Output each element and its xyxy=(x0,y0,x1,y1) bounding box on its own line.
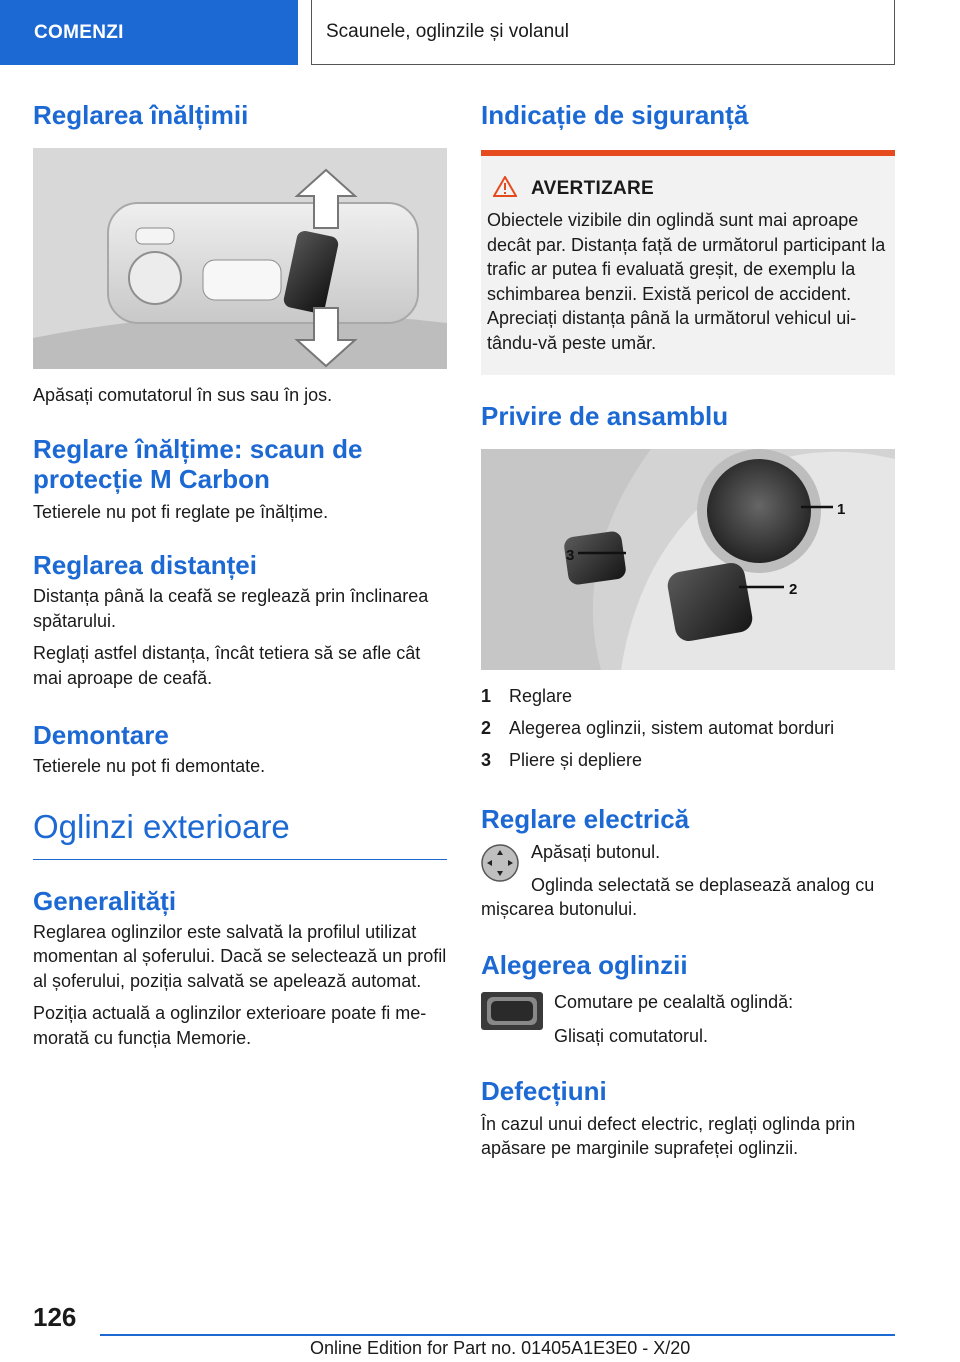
select-text-2: Glisați comutatorul. xyxy=(554,1026,709,1046)
legend-list xyxy=(481,680,895,776)
chapter-tab[interactable] xyxy=(0,0,298,65)
warning-box xyxy=(481,150,895,375)
heading-select-mirror: Alegerea oglinzii xyxy=(481,949,688,980)
legend-number: 3 xyxy=(481,750,492,770)
legend-number: 1 xyxy=(481,686,492,706)
heading-overview: Privire de ansamblu xyxy=(481,401,729,431)
callout-3: 3 xyxy=(566,547,575,564)
heading-electric: Reglare electrică xyxy=(481,804,690,834)
warning-triangle-icon xyxy=(493,176,517,202)
electric-section xyxy=(481,840,895,922)
legend-item xyxy=(481,744,895,776)
footer-divider xyxy=(100,1334,895,1336)
section-header xyxy=(311,0,895,65)
heading-faults: Defecțiuni xyxy=(481,1075,607,1106)
legend-item xyxy=(481,680,895,712)
select-section xyxy=(481,990,895,1050)
left-column xyxy=(33,100,447,1050)
heading-general: Generalități xyxy=(33,885,177,916)
height-text: Apăsați comutatorul în sus sau în jos. xyxy=(33,385,333,405)
warning-text: Obiectele vizibile din oglindă sunt mai aproape decât par. Distanța față de următorul participant la trafic ar putea fi evaluată greșit, de exemplu la schimbarea benzii. Există pericol de accident. Apreciați distanța până la următorul vehicul uitându-vă peste umăr. xyxy=(487,210,886,353)
warning-header xyxy=(487,176,887,202)
heading-exterior-mirrors: Oglinzi exterioare xyxy=(33,807,447,860)
general-text-1: Reglarea oglinzilor este salvată la profilul utilizat momentan al șoferului. Dacă se selectează un profil al șoferului, poziția salvată se apelează automat. xyxy=(33,921,447,991)
mirror-switch-image xyxy=(481,449,895,670)
heading-height-m-carbon: Reglare înălțime: scaun de protecție M Carbon xyxy=(33,433,363,494)
electric-text-2: Oglinda selectată se deplasează analog cu mișcarea butonului. xyxy=(481,874,875,919)
right-column xyxy=(481,100,895,1161)
faults-text: În cazul unui defect electric, reglați oglinda prin apăsare pe marginile suprafeței oglinzii. xyxy=(481,1113,856,1158)
remove-text: Tetierele nu pot fi demontate. xyxy=(33,756,266,776)
heading-safety: Indicație de siguranță xyxy=(481,100,749,130)
mirror-switch-illustration xyxy=(481,449,895,670)
legend-text: Pliere și depliere xyxy=(509,750,643,770)
electric-text-1: Apăsați butonul. xyxy=(531,842,661,862)
seat-switch-illustration xyxy=(33,148,447,369)
seat-switch-image xyxy=(33,148,447,369)
section-title: Scaunele, oglinzile și volanul xyxy=(326,21,569,42)
warning-label: AVERTIZARE xyxy=(531,178,654,199)
legend-text: Alegerea oglinzii, sistem automat borduri xyxy=(509,718,835,738)
select-text-1: Comutare pe cealaltă oglindă: xyxy=(554,991,794,1012)
legend-number: 2 xyxy=(481,718,492,738)
edition-text: Online Edition for Part no. 01405A1E3E0 - X/20 xyxy=(310,1338,691,1358)
height-m-carbon-text: Tetierele nu pot fi reglate pe înălțime. xyxy=(33,501,329,522)
heading-remove: Demontare xyxy=(33,720,169,750)
mirror-selector-switch-icon xyxy=(481,992,543,1030)
legend-item xyxy=(481,712,895,744)
heading-height: Reglarea înălțimii xyxy=(33,100,249,130)
distance-text-1: Distanța până la ceafă se reglează prin înclinarea spătarului. xyxy=(33,586,429,631)
mirror-adjust-button-icon xyxy=(481,844,519,882)
distance-text-2: Reglați astfel distanța, încât tetiera să se afle cât mai aproape de ceafă. xyxy=(33,643,421,688)
callout-2: 2 xyxy=(789,581,798,598)
chapter-label: COMENZI xyxy=(34,21,124,43)
legend-text: Reglare xyxy=(509,686,573,706)
general-text-2: Poziția actuală a oglinzilor exterioare poate fi memorată cu funcția Memorie. xyxy=(33,1003,427,1048)
page-number: 126 xyxy=(33,1302,77,1332)
callout-1: 1 xyxy=(837,501,846,518)
heading-distance: Reglarea distanței xyxy=(33,550,257,580)
